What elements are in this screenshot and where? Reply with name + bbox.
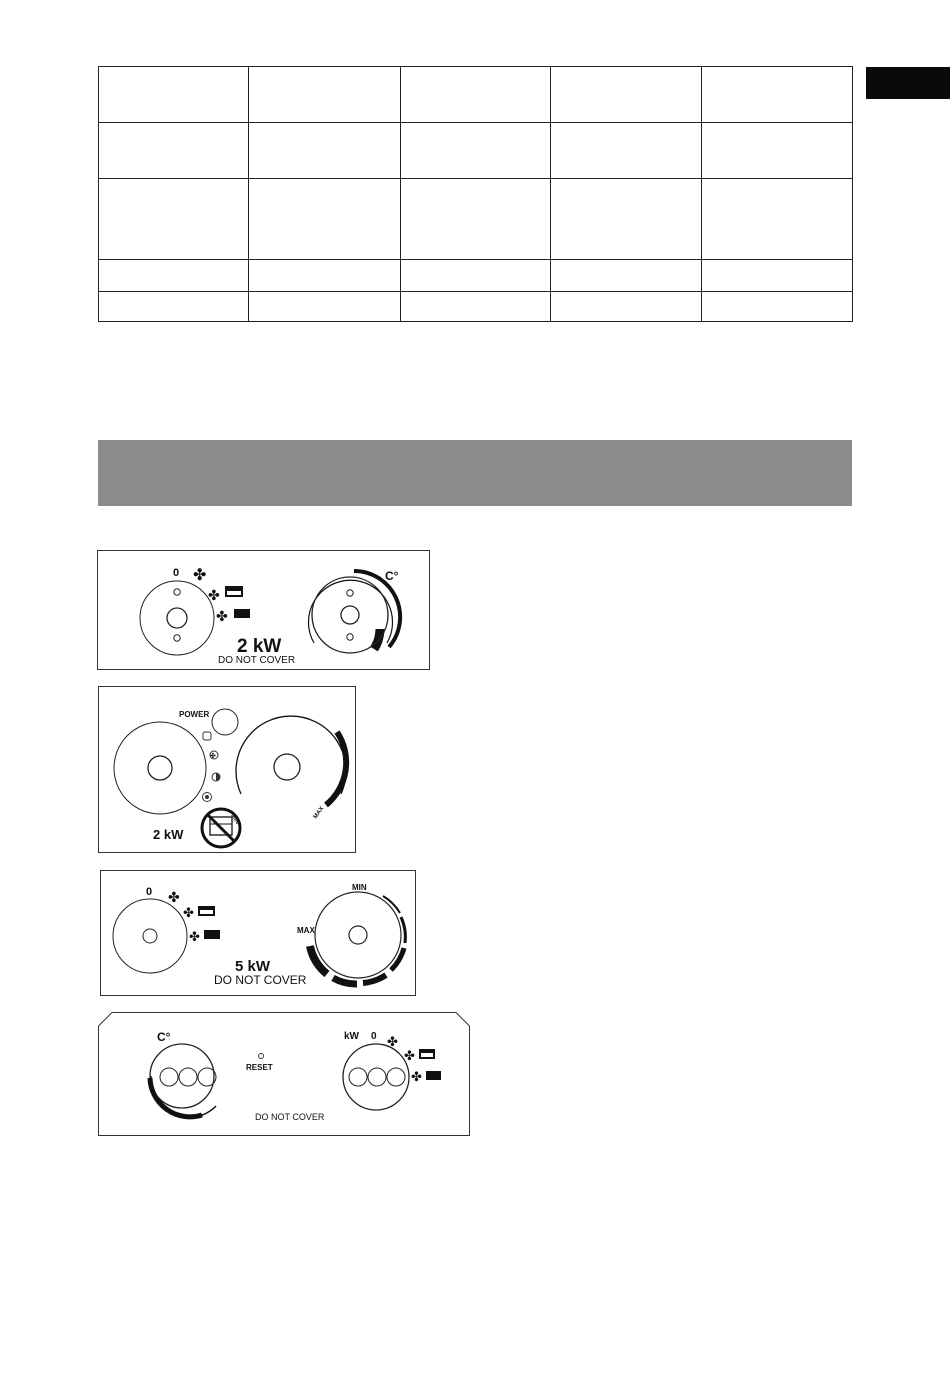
specification-table [98, 66, 853, 322]
mode-switch-knob[interactable] [113, 899, 187, 973]
svg-text:✤: ✤ [404, 1048, 415, 1063]
section-header-bar [98, 440, 852, 506]
off-position-label: 0 [371, 1031, 377, 1042]
table-cell [249, 260, 401, 292]
control-panel-5kw [100, 870, 416, 996]
fan-low-heat-icon [183, 905, 214, 920]
table-cell [99, 179, 249, 260]
reset-label: RESET [246, 1063, 273, 1072]
fan-icon [193, 567, 206, 584]
table-cell [249, 292, 401, 322]
svg-text:✤: ✤ [168, 889, 180, 905]
table-cell [401, 260, 551, 292]
control-panel-2kw-a [97, 550, 430, 670]
off-position-label: 0 [173, 567, 180, 579]
power-light-label: POWER [179, 710, 210, 719]
power-rating-label: 5 kW [235, 958, 271, 975]
table-cell [551, 123, 702, 179]
table-cell [401, 123, 551, 179]
svg-text:✤: ✤ [189, 929, 200, 944]
table-cell [551, 179, 702, 260]
table-cell [249, 67, 401, 123]
svg-text:✤: ✤ [183, 905, 194, 920]
table-cell [551, 292, 702, 322]
table-row [99, 179, 853, 260]
fan-high-heat-icon [216, 608, 250, 624]
svg-text:✤: ✤ [193, 567, 207, 584]
off-position-label: 0 [146, 886, 153, 898]
svg-text:✤: ✤ [210, 753, 216, 760]
table-cell [401, 292, 551, 322]
table-cell [249, 179, 401, 260]
table-row [99, 67, 853, 123]
fan-icon [210, 751, 218, 760]
language-tab-marker [866, 67, 950, 99]
table-row [99, 260, 853, 292]
mode-switch-knob[interactable] [140, 581, 214, 655]
table-cell [702, 179, 853, 260]
full-heat-icon [203, 793, 212, 802]
svg-text:✤: ✤ [216, 608, 228, 624]
table-cell [99, 123, 249, 179]
min-label: MIN [229, 812, 241, 826]
thermostat-knob[interactable] [309, 571, 401, 653]
control-panel-2kw-b [98, 686, 356, 853]
table-row [99, 123, 853, 179]
table-cell [551, 67, 702, 123]
min-label: MIN [352, 883, 367, 892]
power-rating-label: 2 kW [237, 636, 282, 657]
do-not-cover-label: DO NOT COVER [255, 1112, 325, 1122]
table-cell [702, 123, 853, 179]
control-panel-reset [98, 1012, 470, 1136]
svg-text:✤: ✤ [387, 1034, 398, 1049]
table-cell [99, 292, 249, 322]
table-cell [249, 123, 401, 179]
celsius-label: C° [385, 569, 399, 583]
power-rating-label: 2 kW [153, 827, 184, 842]
fan-high-heat-icon [189, 929, 220, 944]
half-heat-icon [212, 773, 220, 781]
table-cell [99, 260, 249, 292]
fan-icon [168, 889, 180, 905]
temperature-dial[interactable] [236, 716, 346, 805]
celsius-label: C° [157, 1030, 171, 1044]
table-row [99, 292, 853, 322]
max-label: MAX [297, 926, 315, 935]
mode-switch-knob[interactable] [114, 722, 206, 814]
table-cell [702, 260, 853, 292]
power-indicator-light [212, 709, 238, 735]
table-cell [401, 179, 551, 260]
do-not-cover-label: DO NOT COVER [218, 655, 296, 666]
table-cell [551, 260, 702, 292]
svg-text:✤: ✤ [411, 1069, 422, 1084]
fan-low-heat-icon [208, 587, 242, 603]
table-cell [702, 292, 853, 322]
thermostat-dial[interactable] [310, 892, 405, 984]
max-label: MAX [312, 805, 326, 821]
table-cell [99, 67, 249, 123]
kilowatt-label: kW [344, 1031, 359, 1042]
table-cell [401, 67, 551, 123]
do-not-cover-label: DO NOT COVER [214, 973, 307, 987]
off-icon [203, 732, 211, 740]
table-cell [702, 67, 853, 123]
svg-text:✤: ✤ [208, 587, 220, 603]
